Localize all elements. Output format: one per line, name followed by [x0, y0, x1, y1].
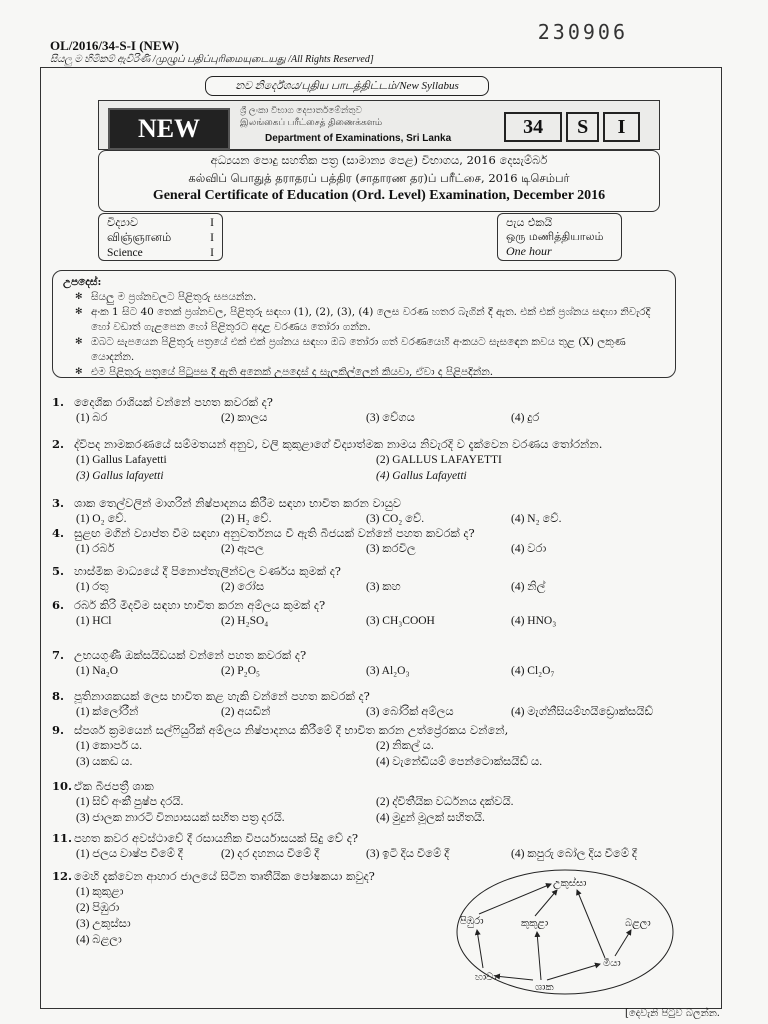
arrow	[547, 964, 600, 980]
arrow	[495, 976, 533, 980]
answer-option: (4) වැනේඩියම් පෙන්ටොක්සයිඩ් ය.	[376, 756, 543, 768]
node-plant: ශාක	[535, 982, 554, 993]
question-number: 10.	[52, 779, 73, 793]
answer-option: (4) N₂ වේ.	[511, 513, 562, 525]
question-number: 8.	[52, 689, 65, 703]
answer-options	[52, 704, 682, 720]
exam-title	[98, 150, 660, 212]
question-text: ස්පර්ශ ක්‍රමයෙන් සල්ෆියුරික් අම්ලය නිෂ්පාදනය කිරීමේ දී භාවිත කරන උත්ප්‍රේරකය වන්නේ,	[74, 723, 509, 737]
question-text: සුළඟ මගින් ව්‍යාප්ත වීම සඳහා අනුවර්තනය වී ඇති බීජයක් වන්නේ පහත කවරක් ද?	[74, 526, 475, 540]
exam-title-english: General Certificate of Education (Ord. Level) Examination, December 2016	[152, 188, 606, 203]
answer-options	[52, 452, 682, 484]
answer-option: (2) ද්විතීයික වර්ධනය දක්වයි.	[376, 796, 514, 808]
question-number: 2.	[52, 437, 65, 451]
answer-option: (2) පිඹුරා	[76, 902, 120, 914]
question-text: ඒක බීජපත්‍රී ශාක	[74, 779, 154, 793]
code-box: S	[566, 112, 599, 142]
answer-option: (2) අයඩින්	[221, 706, 271, 718]
answer-option: (1) රතු	[76, 581, 109, 593]
paper-code: OL/2016/34-S-I (NEW)	[50, 38, 179, 53]
page-turn-note: [දෙවැනි පිටුව බලන්න.	[625, 1008, 720, 1019]
instruction-item: ✻ අංක 1 සිට 40 තෙක් ප්‍රශ්නවල, පිළිතුරු සඳහා (1), (2), (3), (4) ලෙස වරණ හතර බැගින් දී ඇත. එක් එක් ප්‍රශ්නය සඳහා නිවැරදි හෝ වඩාත් ගැළපෙන හෝ පිළිතුරට අදාළ වරණය තෝරා ගන්න.	[63, 305, 665, 335]
question-text: උභයගුණී ඔක්සයිඩයක් වන්නේ පහත කවරක් ද?	[74, 648, 307, 662]
instruction-item: ✻ සියලු ම ප්‍රශ්නවලට පිළිතුරු සපයන්න.	[63, 290, 665, 305]
arrow	[537, 932, 541, 980]
answer-option: (3) කහ	[366, 581, 401, 593]
arrow	[577, 890, 605, 958]
answer-option: (4) බළලා	[76, 934, 122, 946]
answer-option: (1) බර	[76, 412, 108, 424]
answer-options	[52, 663, 682, 679]
answer-option: (4) වරා	[511, 543, 547, 555]
node-chicken: කුකුළා	[521, 918, 549, 929]
node-cat: බළලා	[625, 918, 651, 929]
node-python: පිඹුරා	[460, 916, 484, 927]
node-rat: මීයා	[603, 958, 621, 969]
question	[52, 495, 682, 527]
department-tamil: இலங்கைப் பரீட்சைத் திணைக்களம்	[240, 117, 383, 127]
question-text: හාස්මික මාධ්‍යයේ දී පිනොප්තැලින්වල වර්ණය කුමක් ද?	[74, 564, 341, 578]
subject-row: விஞ்ஞானம் I	[107, 232, 214, 244]
question-number: 6.	[52, 598, 65, 612]
answer-options	[52, 794, 682, 826]
question-number: 12.	[52, 869, 73, 883]
answer-option: (1) Na₂O	[76, 665, 119, 677]
question-number: 5.	[52, 564, 65, 578]
question-text: ද්විපද නාමකරණයේ සම්මතයන් අනුව, වලි කුකුළාගේ විද්‍යාත්මක නාමය නිවැරදි ව දැක්වෙන වරණය තෝරන්න.	[74, 437, 603, 451]
answer-option: (3) ඉටි දිය වීමේ දී	[366, 848, 450, 860]
answer-option: (2) නිකල් ය.	[376, 740, 434, 752]
answer-options	[52, 738, 682, 770]
answer-option: (4) කපුරු බෝල දිය වීමේ දී	[511, 848, 637, 860]
answer-option: (2) රෝස	[221, 581, 265, 593]
question-text: දෛශික රාශියක් වන්නේ පහත කවරක් ද?	[74, 395, 273, 409]
answer-option: (1) Gallus Lafayetti	[76, 454, 167, 466]
answer-option: (4) HNO₃	[511, 615, 557, 627]
exam-title-sinhala: අධ්‍යයන පොදු සහතික පත්‍ර (සාමාන්‍ය පෙළ) විභාගය, 2016 දෙසැම්බර්	[210, 153, 548, 167]
subject-row: විද්‍යාව I	[107, 217, 214, 229]
answer-option: (3) බෝරික් අම්ලය	[366, 706, 454, 718]
question	[52, 394, 682, 426]
duration-box	[497, 213, 622, 261]
answer-option: (3) CO₂ වේ.	[366, 513, 425, 525]
duration-sinhala: පැය එකයි	[506, 216, 553, 229]
answer-options	[52, 410, 682, 426]
question-text: ශාක තෙල්වලින් මාගරින් නිෂ්පාදනය කිරීම සඳහා භාවිත කරන වායුව	[74, 496, 402, 510]
answer-option: (3) Al₂O₃	[366, 665, 410, 677]
answer-option: (4) නිල්	[511, 581, 546, 593]
serial-number: 230906	[537, 20, 628, 44]
answer-option: (4) Gallus Lafayetti	[376, 470, 467, 482]
question-number: 4.	[52, 526, 65, 540]
answer-option: (1) රබර්	[76, 543, 115, 555]
new-badge: NEW	[108, 108, 230, 150]
question	[52, 597, 682, 629]
instructions-list	[63, 290, 665, 380]
question-number: 3.	[52, 496, 65, 510]
answer-option: (2) H₂SO₄	[221, 615, 269, 627]
answer-option: (4) Cl₂O₇	[511, 665, 555, 677]
department-names	[240, 104, 490, 128]
question	[52, 436, 682, 484]
answer-option: (1) කුකුළා	[76, 886, 124, 898]
code-box: 34	[504, 112, 562, 142]
arrow	[535, 890, 557, 916]
answer-option: (1) සිව් අංකී පුෂ්ප දරයි.	[76, 796, 184, 808]
paper-code-boxes	[504, 112, 640, 142]
answer-option: (4) දුර	[511, 412, 540, 424]
question	[52, 722, 682, 770]
subject-row: Science I	[107, 247, 214, 259]
answer-option: (3) Gallus lafayetti	[76, 470, 164, 482]
question	[52, 525, 682, 557]
answer-option: (4) මුදුන් මූලක් සහිතයි.	[376, 812, 485, 824]
food-web-diagram	[455, 868, 675, 996]
question-number: 9.	[52, 723, 65, 737]
instructions-heading: උපදෙස්:	[63, 276, 102, 288]
answer-option: (3) උකුස්සා	[76, 918, 131, 930]
department-name: Department of Examinations, Sri Lanka	[265, 133, 452, 144]
answer-options	[52, 541, 682, 557]
answer-options	[52, 846, 682, 862]
answer-option: (2) දර දහනය වීමේ දී	[221, 848, 320, 860]
answer-option: (1) HCl	[76, 615, 112, 627]
answer-option: (1) O₂ වේ.	[76, 513, 127, 525]
exam-title-tamil: கல்விப் பொதுத் தராதரப் பத்திர (சாதாரண தர)ப் பரீட்சை, 2016 டிசெம்பர்	[188, 171, 570, 185]
question	[52, 647, 682, 679]
answer-option: (2) P₂O₅	[221, 665, 261, 677]
subject-box	[98, 213, 223, 261]
code-box: I	[603, 112, 640, 142]
answer-option: (1) ක්ලෝරීන්	[76, 706, 139, 718]
department-sinhala: ශ්‍රී ලංකා විභාග දෙපාර්තමේන්තුව	[240, 105, 362, 115]
node-hawk: උකුස්සා	[553, 878, 587, 889]
question	[52, 778, 682, 826]
question-text: මෙහි දැක්වෙන ආහාර ජාලයේ සිටින තෘතීයික පෝෂකයා කවුද?	[74, 869, 375, 883]
answer-option: (3) වේගය	[366, 412, 415, 424]
question	[52, 830, 682, 862]
question	[52, 688, 682, 720]
answer-options	[52, 579, 682, 595]
instruction-item: ✻ එම පිළිතුරු පත්‍රයේ පිටුපස දී ඇති අනෙක් උපදෙස් ද සැලකිල්ලෙන් කියවා, ඒවා ද පිළිපදින්න.	[63, 365, 665, 380]
question	[52, 563, 682, 595]
rights-notice: සියලු ම හිමිකම් ඇවිරිණි /முழுப் பதிப்புரிமையுடையது /All Rights Reserved]	[50, 54, 374, 65]
answer-options	[52, 613, 682, 629]
answer-option: (3) කරවිල	[366, 543, 416, 555]
syllabus-label: නව නිර්දේශය/புதிய பாடத்திட்டம்/New Syllabus	[205, 76, 489, 96]
question-number: 1.	[52, 395, 65, 409]
instruction-item: ✻ ඔබට සැපයෙන පිළිතුරු පත්‍රයේ එක් එක් ප්‍රශ්නය සඳහා ඔබ තෝරා ගත් වරණයෙහි අංකයට සැසඳෙන කවය තුළ (X) ලකුණ යොදන්න.	[63, 335, 665, 365]
answer-option: (2) H₂ වේ.	[221, 513, 272, 525]
duration-english: One hour	[506, 244, 552, 258]
node-rabbit: හාවා	[475, 972, 497, 983]
answer-option: (1) කොපර් ය.	[76, 740, 142, 752]
question-number: 11.	[52, 831, 73, 845]
instructions-box	[52, 270, 676, 378]
answer-option: (3) යකඩ ය.	[76, 756, 133, 768]
answer-option: (2) කාලය	[221, 412, 268, 424]
answer-option: (2) GALLUS LAFAYETTI	[376, 454, 502, 466]
question-text: පහත කවර අවස්ථාවේ දී රසායනික විපර්යාසයක් සිදු වේ ද?	[74, 831, 358, 845]
arrow	[477, 930, 483, 968]
question-number: 7.	[52, 648, 65, 662]
question-text: රබර් කිරි මිදවීම සඳහා භාවිත කරන අම්ලය කුමක් ද?	[74, 598, 326, 612]
answer-option: (2) ඇපල	[221, 543, 264, 555]
answer-option: (3) ජාලක නාරටි වින්‍යාසයක් සහිත පත්‍ර දරයි.	[76, 812, 285, 824]
answer-option: (3) CH₃COOH	[366, 615, 435, 627]
duration-tamil: ஒரு மணித்தியாலம்	[506, 230, 604, 243]
question-text: පූතිනාශකයක් ලෙස භාවිත කළ හැකි වන්නේ පහත කවරක් ද?	[74, 689, 370, 703]
answer-option: (1) ජලය වාෂ්ප වීමේ දී	[76, 848, 183, 860]
arrow	[615, 930, 631, 956]
answer-option: (4) මැග්නීසියම්හයිඩ්‍රොක්සයිඩ්	[511, 706, 653, 718]
